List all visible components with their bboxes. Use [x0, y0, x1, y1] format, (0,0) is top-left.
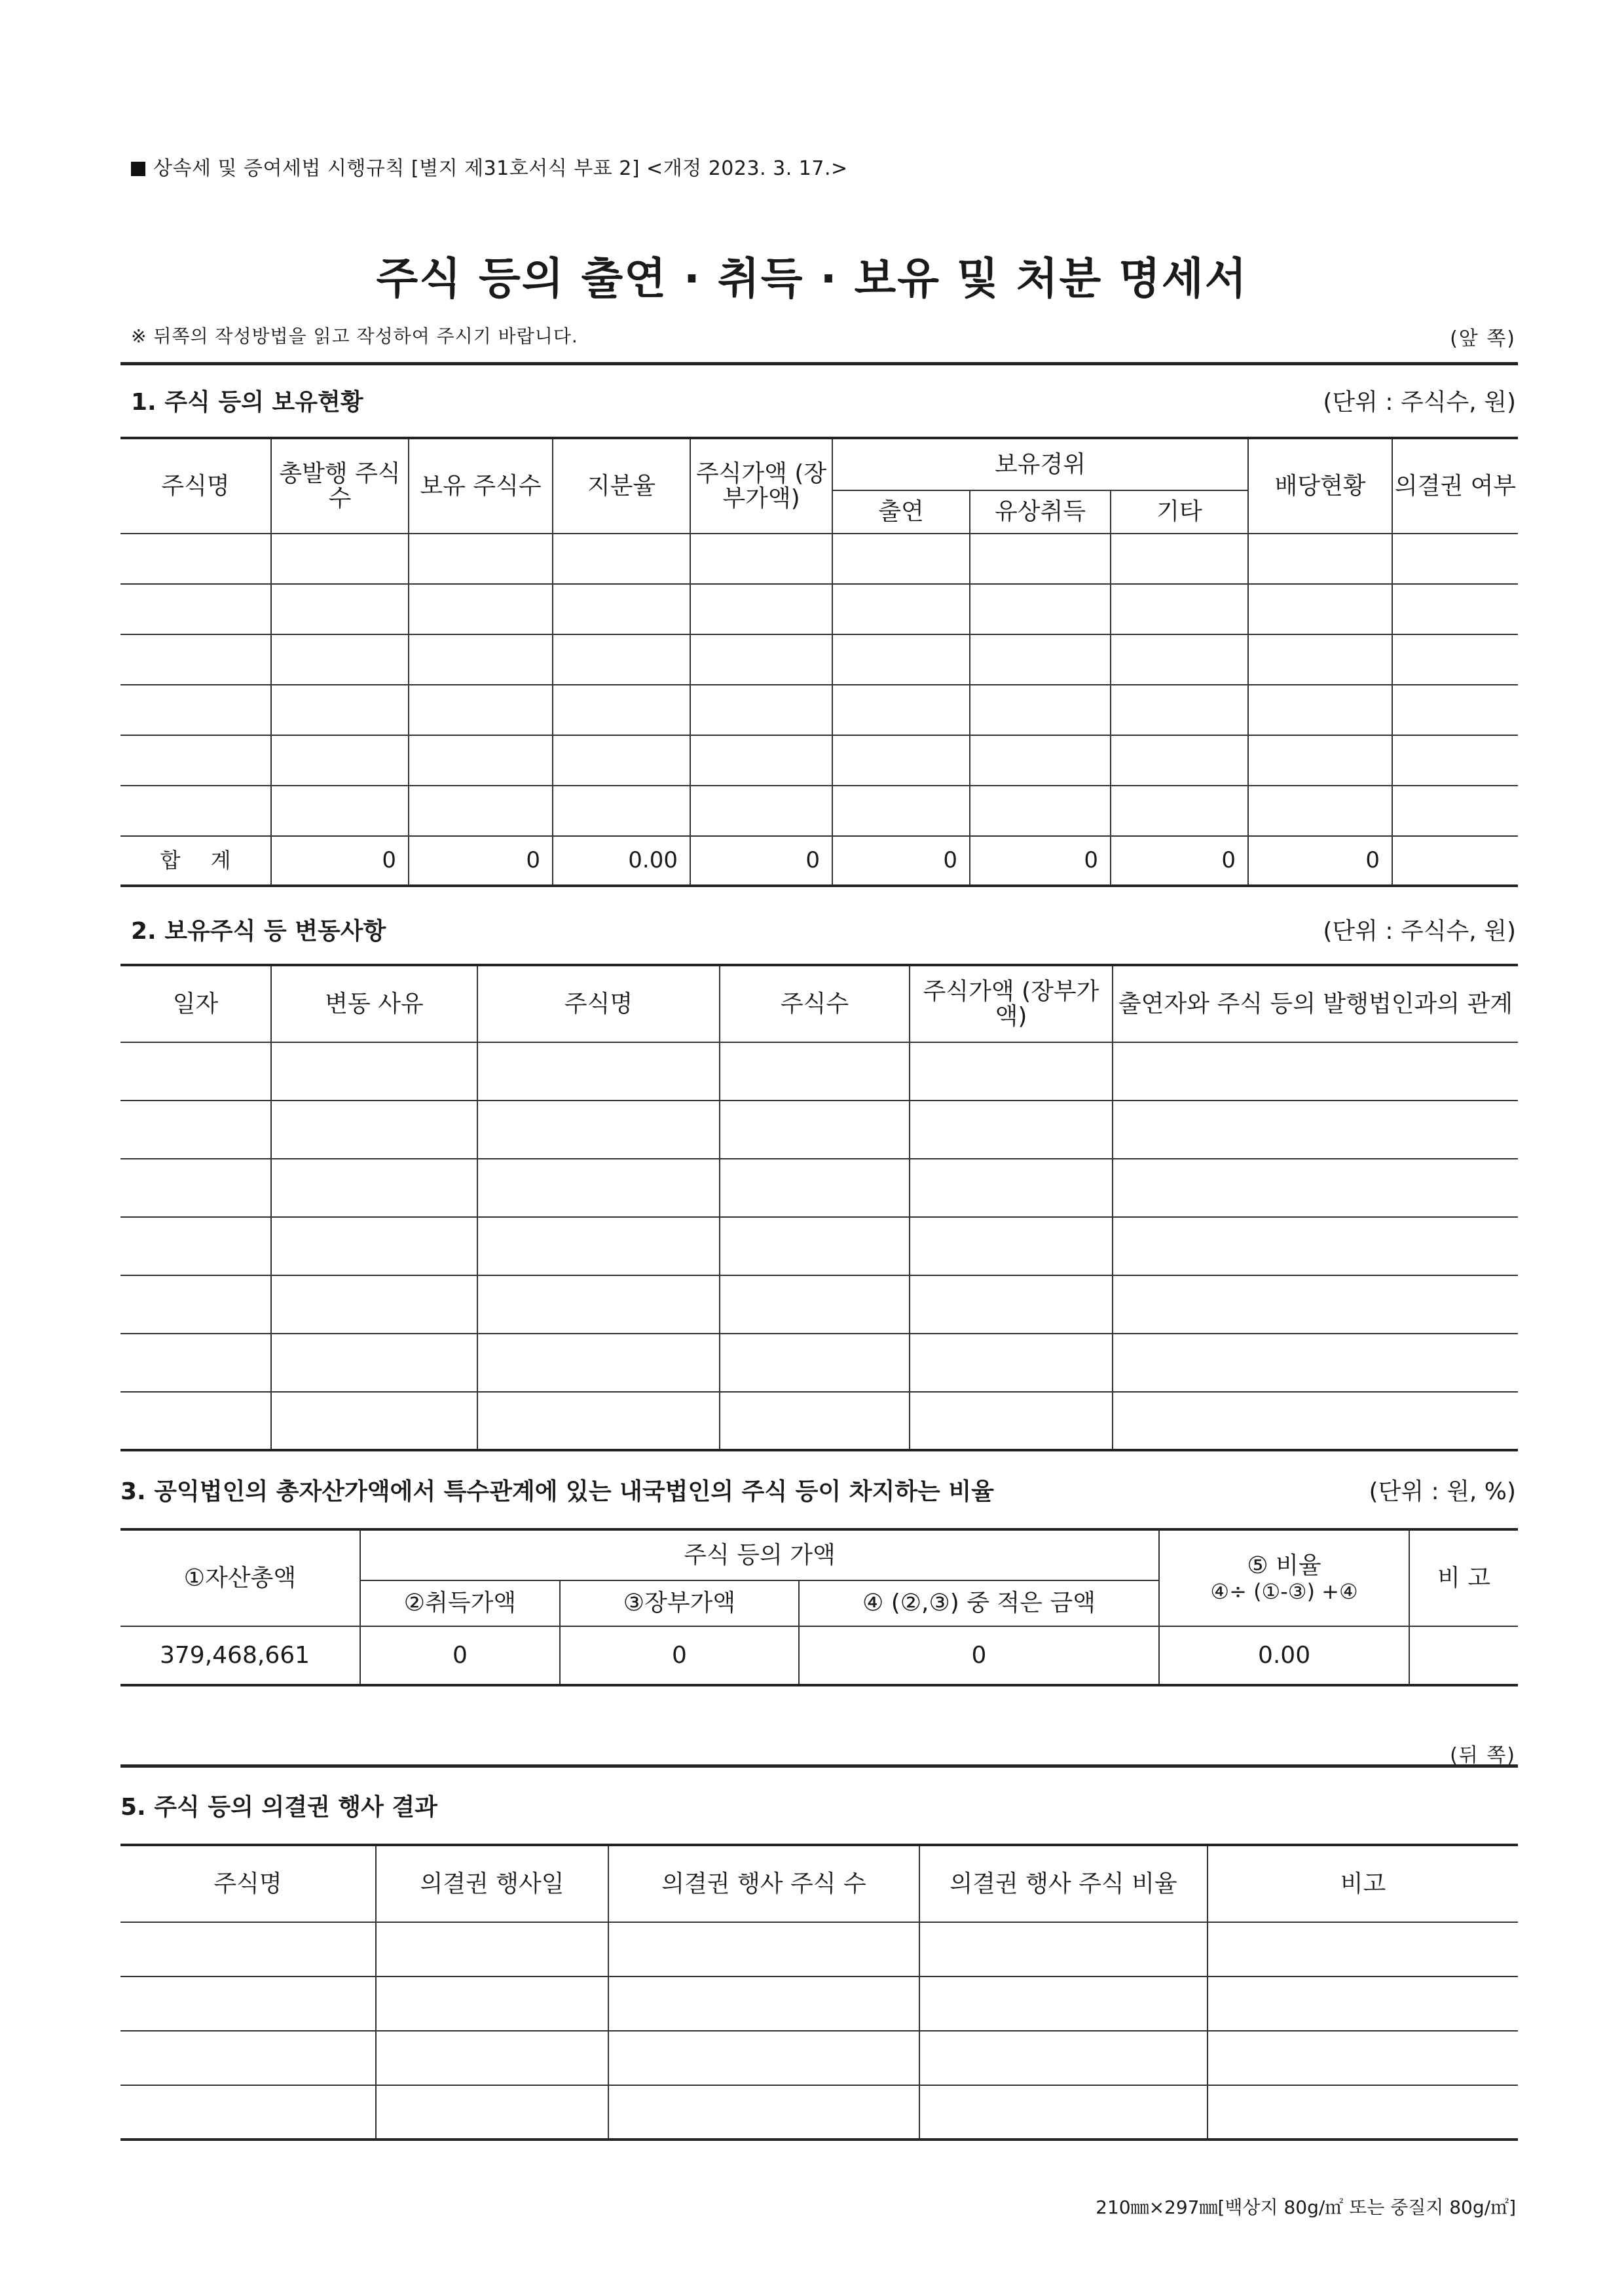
header-total-issued: 총발행 주식수	[271, 438, 409, 534]
table-row	[120, 685, 1518, 735]
table-row	[120, 1101, 1518, 1159]
table-row	[120, 1392, 1518, 1450]
section3-heading: 3. 공익법인의 총자산가액에서 특수관계에 있는 내국법인의 주식 등이 차지하는 비율	[120, 1478, 994, 1505]
header-date: 일자	[120, 965, 271, 1042]
total-issued-value: 0	[271, 836, 409, 886]
table-row	[120, 2085, 1518, 2140]
header-change-reason: 변동 사유	[271, 965, 477, 1042]
total-row	[120, 836, 1518, 886]
table-row	[120, 1977, 1518, 2031]
total-assets-value: 379,468,661	[120, 1626, 360, 1685]
page-title: 주식 등의 출연 · 취득 · 보유 및 처분 명세서	[376, 253, 1248, 304]
section1-heading: 1. 주식 등의 보유현황	[131, 389, 363, 416]
header-contribution: 출연	[832, 490, 970, 534]
header-total-assets: ①자산총액	[120, 1529, 360, 1626]
header-stock-name: 주식명	[120, 1845, 376, 1922]
header-remarks: 비 고	[1409, 1529, 1518, 1626]
remarks-value	[1409, 1626, 1518, 1685]
header-exercise-ratio: 의결권 행사 주식 비율	[919, 1845, 1208, 1922]
header-paid-acquisition: 유상취득	[970, 490, 1111, 534]
header-stock-name: 주식명	[120, 438, 271, 534]
header-exercise-count: 의결권 행사 주식 수	[608, 1845, 919, 1922]
header-holding-path: 보유경위	[832, 438, 1248, 490]
total-ownership-ratio-value: 0.00	[553, 836, 690, 886]
section2-heading: 2. 보유주식 등 변동사항	[131, 918, 386, 945]
header-acquisition-value: ②취득가액	[360, 1580, 560, 1626]
total-voting-right-value	[1392, 836, 1518, 886]
ratio-value: 0.00	[1159, 1626, 1409, 1685]
header-stock-value: 주식가액 (장부가액)	[910, 965, 1113, 1042]
header-other: 기타	[1111, 490, 1248, 534]
header-share-count: 주식수	[720, 965, 910, 1042]
total-stock-value-value: 0	[690, 836, 832, 886]
total-dividend-value: 0	[1248, 836, 1392, 886]
header-exercise-date: 의결권 행사일	[376, 1845, 608, 1922]
header-voting-right: 의결권 여부	[1392, 438, 1518, 534]
header-ownership-ratio: 지분율	[553, 438, 690, 534]
header-ratio	[1159, 1529, 1409, 1626]
square-bullet-icon	[131, 162, 145, 176]
header-remarks: 비고	[1208, 1845, 1518, 1922]
section3-unit: (단위 : 원, %)	[1369, 1478, 1516, 1505]
table-row	[120, 1217, 1518, 1275]
header-stock-name: 주식명	[477, 965, 720, 1042]
table-row	[120, 1922, 1518, 1977]
header-book-value: ③장부가액	[560, 1580, 799, 1626]
lesser-amount-value: 0	[799, 1626, 1159, 1685]
table-row	[120, 1275, 1518, 1334]
ratio-formula: ④÷ (①-③) +④	[1210, 1578, 1358, 1604]
legal-basis	[131, 152, 848, 181]
table-row	[120, 1626, 1518, 1685]
stock-changes-table	[120, 964, 1518, 1451]
front-page-label: (앞 쪽)	[1450, 327, 1516, 350]
header-stock-value: 주식가액 (장부가액)	[690, 438, 832, 534]
section1-unit: (단위 : 주식수, 원)	[1323, 389, 1516, 416]
total-contribution-value: 0	[832, 836, 970, 886]
total-other-value: 0	[1111, 836, 1248, 886]
back-page-label: (뒤 쪽)	[1450, 1744, 1516, 1767]
table-row	[120, 1159, 1518, 1217]
voting-results-table	[120, 1844, 1518, 2141]
header-rule	[120, 362, 1518, 365]
table-row	[120, 2031, 1518, 2085]
header-lesser-amount: ④ (②,③) 중 적은 금액	[799, 1580, 1159, 1626]
table-row	[120, 1334, 1518, 1392]
header-held-shares: 보유 주식수	[409, 438, 553, 534]
paper-spec: 210㎜×297㎜[백상지 80g/㎡ 또는 중질지 80g/㎡]	[1096, 2196, 1516, 2218]
header-relation: 출연자와 주식 등의 발행법인과의 관계	[1113, 965, 1518, 1042]
holding-status-table	[120, 437, 1518, 887]
table-row	[120, 534, 1518, 584]
table-row	[120, 786, 1518, 836]
ratio-title: ⑤ 비율	[1247, 1552, 1321, 1579]
back-page-rule	[120, 1764, 1518, 1768]
instruction-note: ※ 뒤쪽의 작성방법을 읽고 작성하여 주시기 바랍니다.	[131, 325, 578, 347]
section2-unit: (단위 : 주식수, 원)	[1323, 918, 1516, 945]
table-row	[120, 584, 1518, 634]
total-paid-acquisition-value: 0	[970, 836, 1111, 886]
table-row	[120, 634, 1518, 685]
book-value: 0	[560, 1626, 799, 1685]
acquisition-value: 0	[360, 1626, 560, 1685]
total-label: 합 계	[120, 836, 271, 886]
header-dividend-status: 배당현황	[1248, 438, 1392, 534]
table-row	[120, 735, 1518, 786]
asset-ratio-table	[120, 1528, 1518, 1686]
section5-heading: 5. 주식 등의 의결권 행사 결과	[120, 1794, 437, 1821]
legal-basis-text: 상속세 및 증여세법 시행규칙 [별지 제31호서식 부표 2] <개정 2023. 3. 17.>	[153, 157, 848, 180]
total-held-shares-value: 0	[409, 836, 553, 886]
table-row	[120, 1042, 1518, 1101]
header-stock-value-group: 주식 등의 가액	[360, 1529, 1159, 1580]
